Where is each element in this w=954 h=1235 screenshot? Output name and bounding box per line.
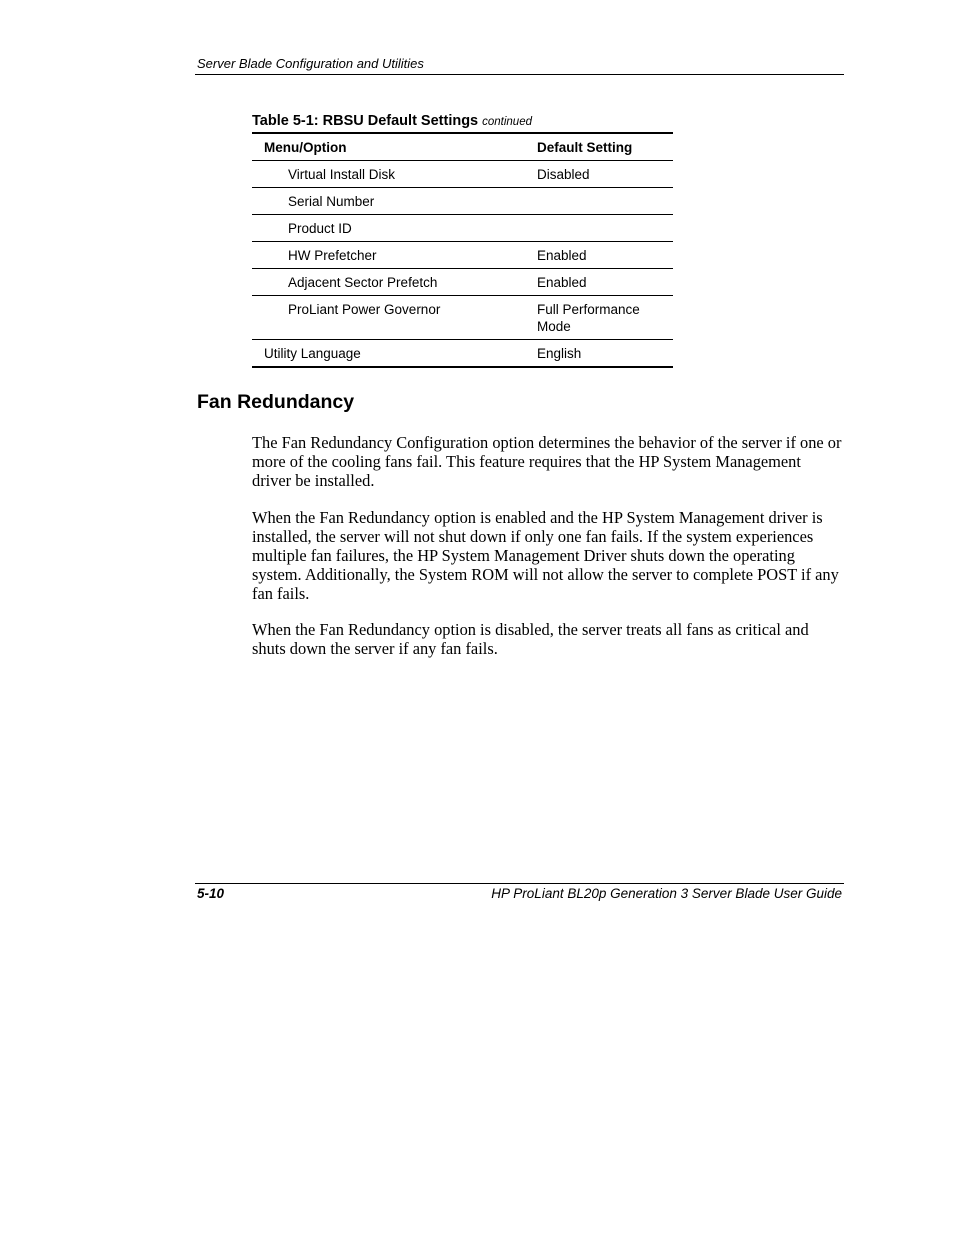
option-cell: ProLiant Power Governor [252, 296, 537, 340]
setting-cell: Disabled [537, 161, 673, 188]
setting-cell: English [537, 346, 582, 361]
table-row [252, 242, 673, 269]
table-row [252, 161, 673, 188]
column-header-default-setting: Default Setting [537, 133, 673, 161]
table-caption-title: Table 5-1: RBSU Default Settings [252, 113, 479, 129]
table-header-row [252, 133, 673, 161]
setting-cell [537, 188, 673, 215]
setting-cell: Enabled [537, 269, 673, 296]
table-row [252, 296, 673, 340]
body-paragraph: The Fan Redundancy Configuration option determines the behavior of the server if one or more of the cooling fans fail. This feature requires that the HP System Management driver be installed. [252, 433, 842, 490]
footer-divider [195, 883, 844, 884]
page-number: 5-10 [197, 886, 225, 901]
setting-cell [537, 296, 673, 340]
guide-title: HP ProLiant BL20p Generation 3 Server Blade User Guide [491, 886, 842, 901]
setting-cell: Enabled [537, 242, 673, 269]
option-cell: HW Prefetcher [252, 242, 537, 269]
header-divider [195, 74, 844, 75]
option-cell: Serial Number [252, 188, 537, 215]
section-heading: Fan Redundancy [197, 391, 355, 413]
table-row [252, 215, 673, 242]
table-caption [252, 113, 532, 129]
rbsu-settings-table [252, 132, 673, 368]
option-cell: Product ID [252, 215, 537, 242]
table-caption-continued: continued [482, 116, 532, 128]
option-cell: Virtual Install Disk [252, 161, 537, 188]
setting-cell [537, 215, 673, 242]
body-paragraph: When the Fan Redundancy option is enabled and the HP System Management driver is installed, the server will not shut down if only one fan fails. If the system experiences multiple fan failures, the HP System Management Driver shuts down the operating system. Additionally, the System ROM will not allow the server to complete POST if any fan fails. [252, 508, 839, 603]
option-cell: Utility Language [264, 346, 361, 361]
setting-value: Full Performance Mode [537, 302, 640, 334]
option-cell: Adjacent Sector Prefetch [252, 269, 537, 296]
running-header: Server Blade Configuration and Utilities [197, 56, 424, 71]
column-header-menu-option: Menu/Option [252, 133, 537, 161]
table-row [252, 269, 673, 296]
table-row [252, 340, 673, 368]
table-row [252, 188, 673, 215]
body-paragraph: When the Fan Redundancy option is disabled, the server treats all fans as critical and shuts down the server if any fan fails. [252, 620, 809, 658]
